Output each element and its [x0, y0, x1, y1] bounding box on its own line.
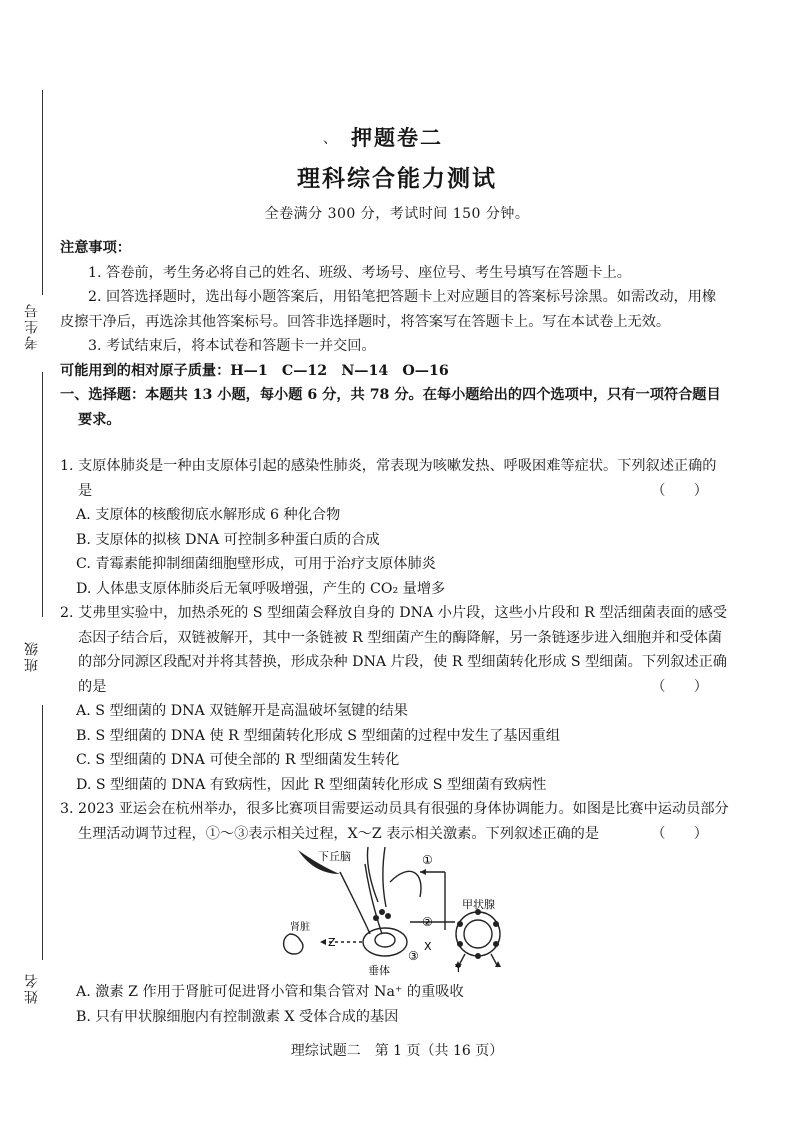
option-b: B. 只有甲状腺细胞内有控制激素 X 受体合成的基因: [76, 1008, 399, 1025]
answer-paren: （ ）: [651, 482, 708, 499]
note-item: 3. 考试结束后，将本试卷和答题卡一并交回。: [88, 338, 376, 354]
hormone-z-label: Z: [328, 936, 336, 949]
regulation-diagram: [270, 842, 540, 977]
margin-rule: [42, 705, 43, 960]
note-item: 2. 回答选择题时，选出每小题答案后，用铅笔把答题卡上对应题目的答案标号涂黑。如需改动，用橡皮擦干净后，再选涂其他答案标号。回答非选择题时，将答案写在答题卡上。写在本试卷上无效。: [60, 289, 717, 330]
process-1-label: ①: [422, 853, 433, 867]
option-c: C. S 型细菌的 DNA 可使全部的 R 型细菌发生转化: [76, 752, 400, 768]
question-stem: 1. 支原体肺炎是一种由支原体引起的感染性肺炎，常表现为咳嗽发热、呼吸困难等症状。下列叙述正确的是 （ ）: [60, 454, 730, 503]
question-stem: 3. 2023 亚运会在杭州举办，很多比赛项目需要运动员具有很强的身体协调能力。如图是比赛中运动员部分生理活动调节过程，①～③表示相关过程，X～Z 表示相关激素。下列叙述正确的是 （ ）: [60, 797, 730, 846]
option-b: B. 支原体的拟核 DNA 可控制多种蛋白质的合成: [76, 531, 380, 548]
question-3-options: [60, 980, 730, 1029]
hypothalamus-label: 下丘脑: [318, 850, 351, 863]
section-heading: 一、选择题：本题共 13 小题，每小题 6 分，共 78 分。在每小题给出的四个选项中，只有一项符合题目要求。: [60, 387, 721, 428]
hormone-y-label: Y: [455, 962, 462, 975]
note-item: 1. 答卷前，考生务必将自己的姓名、班级、考场号、座位号、考生号填写在答题卡上。: [88, 264, 631, 281]
notes-section: [60, 236, 730, 432]
paper-title: 押题卷二: [351, 125, 443, 150]
hormone-x-label: X: [424, 940, 432, 953]
page-footer: 理综试题二 第 1 页（共 16 页）: [290, 1043, 504, 1059]
option-d: D. 人体患支原体肺炎后无氧呼吸增强，产生的 CO₂ 量增多: [76, 580, 446, 597]
notes-heading: 注意事项：: [60, 240, 131, 256]
question-3: [60, 797, 730, 846]
option-a: A. 激素 Z 作用于肾脏可促进肾小管和集合管对 Na⁺ 的重吸收: [76, 984, 464, 1000]
option-a: A. S 型细菌的 DNA 双链解开是高温破坏氢键的结果: [76, 703, 408, 719]
answer-paren: （ ）: [651, 825, 708, 842]
paper-info: 全卷满分 300 分，考试时间 150 分钟。: [264, 206, 530, 222]
answer-paren: （ ）: [651, 678, 708, 695]
name-label: 姓名: [24, 972, 40, 1004]
process-3-label: ③: [408, 949, 419, 963]
question-1: [60, 454, 730, 601]
student-number-label: 考生号: [24, 302, 40, 350]
question-stem: 2. 艾弗里实验中，加热杀死的 S 型细菌会释放自身的 DNA 小片段，这些小片段和 R 型活细菌表面的感受态因子结合后，双链被解开，其中一条链被 R 型细菌产生的酶降解，另一条链逐步进入细胞并和受体菌的部分同源区段配对并将其替换，形成杂种 DNA 片段，使 R 型细菌转化形成 S 型细菌。下列叙述正确的是 （ ）: [60, 601, 730, 699]
paper-subtitle: 理科综合能力测试: [297, 165, 497, 192]
option-d: D. S 型细菌的 DNA 有致病性，因此 R 型细菌转化形成 S 型细菌有致病性: [76, 776, 547, 793]
option-c: C. 青霉素能抑制细菌细胞壁形成，可用于治疗支原体肺炎: [76, 556, 436, 572]
kidney-label: 肾脏: [290, 922, 310, 933]
option-a: A. 支原体的核酸彻底水解形成 6 种化合物: [76, 507, 341, 523]
margin-rule: [42, 372, 43, 617]
thyroid-label: 甲状腺: [462, 898, 495, 911]
class-label: 班级: [24, 640, 40, 672]
atomic-masses: 可能用到的相对原子质量：H—1 C—12 N—14 O—16: [60, 362, 449, 379]
process-2-label: ②: [422, 915, 433, 929]
header-mark: 、: [323, 131, 337, 147]
pituitary-label: 垂体: [368, 964, 390, 977]
question-2: [60, 601, 730, 797]
option-b: B. S 型细菌的 DNA 使 R 型细菌转化形成 S 型细菌的过程中发生了基因重组: [76, 727, 561, 744]
